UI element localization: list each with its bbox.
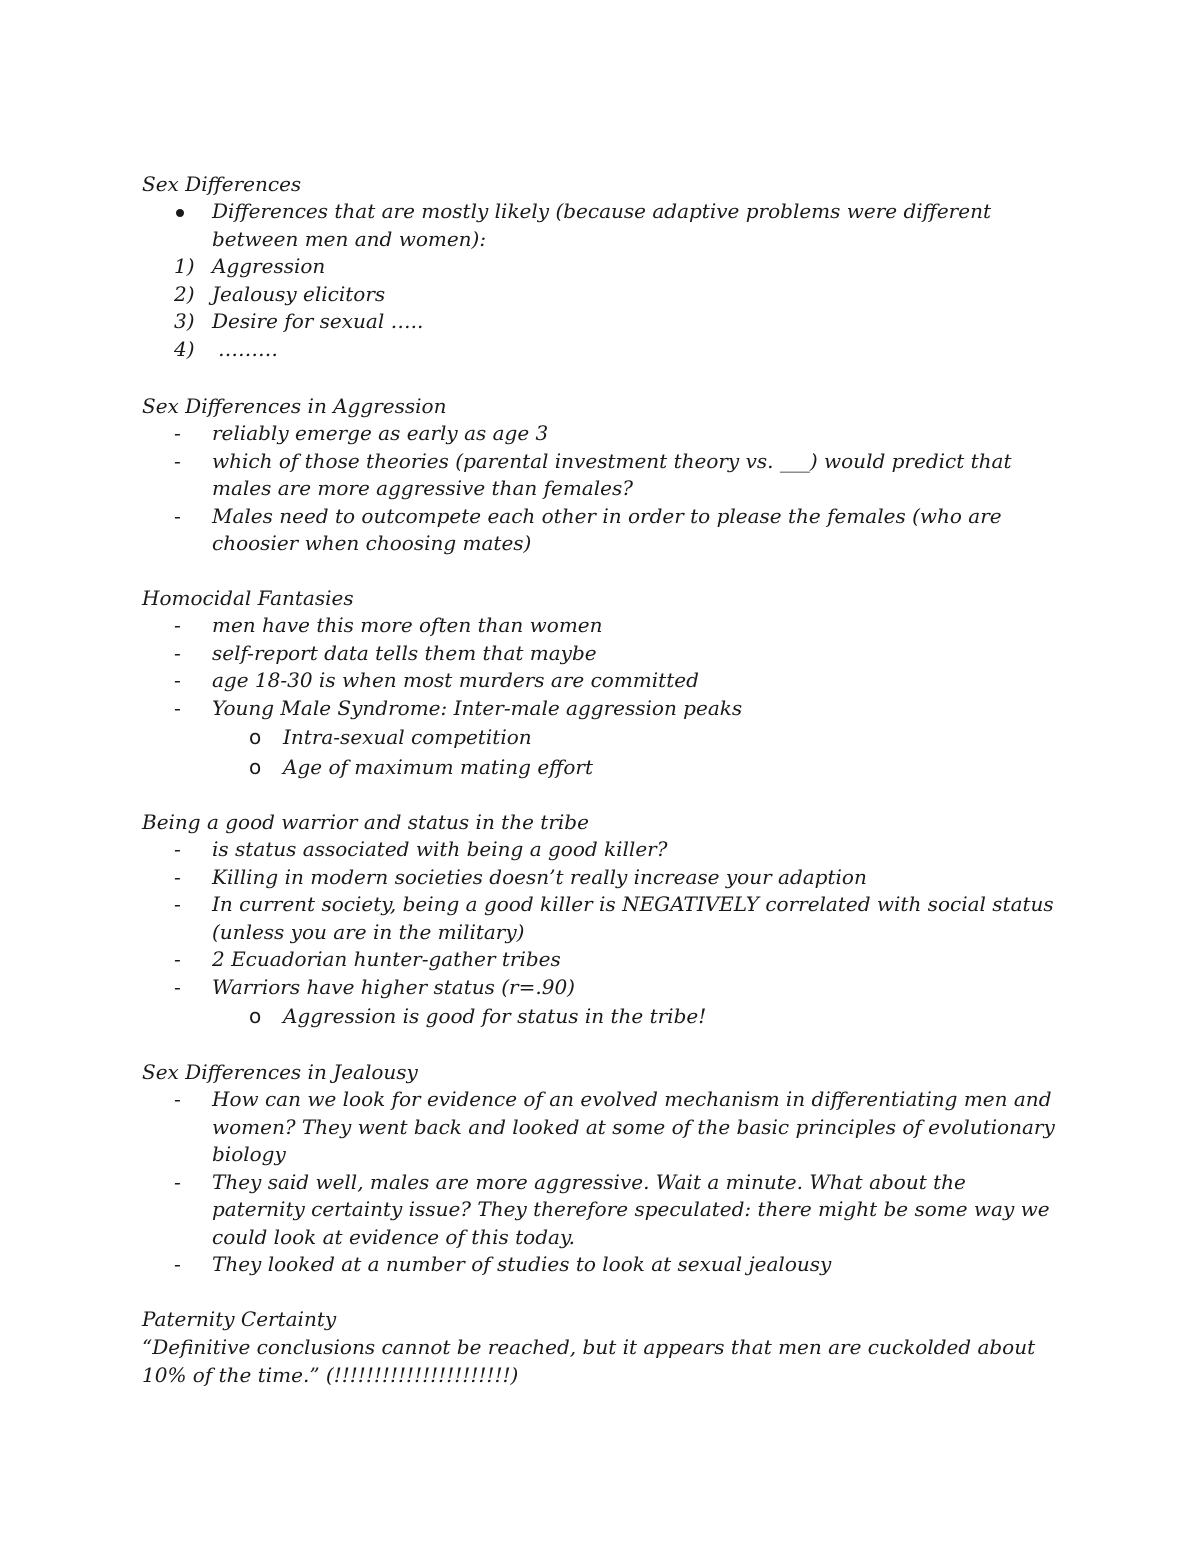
list-item (142, 420, 1062, 448)
list-item-text: Intra-sexual competition (283, 725, 532, 749)
dash-marker: - (174, 448, 181, 473)
sub-list-item (142, 1001, 1062, 1031)
list-item (142, 695, 1062, 723)
section-heading: Sex Differences (142, 172, 302, 196)
list-item-text: 2 Ecuadorian hunter-gather tribes (212, 947, 561, 971)
list-item-text: self-report data tells them that maybe (212, 640, 597, 665)
list (142, 420, 1062, 558)
list-item (142, 864, 1062, 892)
list-item-text: How can we look for evidence of an evolved mechanism in differentiating men and women? They went back and looked at some of the basic principles of evolutionary biology (212, 1087, 1055, 1166)
dash-marker: - (174, 1252, 181, 1276)
list-item (142, 612, 1062, 640)
list-item (142, 1169, 1062, 1252)
list (142, 612, 1062, 782)
section-heading: Sex Differences in Aggression (142, 394, 447, 418)
dash-marker: - (174, 974, 181, 999)
list-item (142, 281, 1062, 309)
sub-list-item (142, 722, 1062, 752)
section-warrior-status (142, 808, 1062, 1031)
dash-marker: - (174, 640, 181, 665)
section-homocidal-fantasies (142, 584, 1062, 782)
dash-marker: - (174, 668, 181, 692)
dash-marker: - (174, 695, 181, 720)
dash-marker: - (174, 892, 181, 916)
list-item-text: Aggression (212, 254, 326, 278)
list-item-text: They said well, males are more aggressive. Wait a minute. What about the paternity certainty issue? They therefore speculated: there might be some way we could look at evidence of this today. (212, 1169, 1050, 1249)
list-item (142, 836, 1062, 864)
list-item (142, 448, 1062, 503)
sub-list-item (142, 752, 1062, 782)
list-item (142, 198, 1062, 253)
list-item (142, 640, 1062, 668)
list-item-text: Males need to outcompete each other in order to please the females (who are choosier when choosing mates) (212, 503, 1002, 555)
section-paternity-certainty (142, 1305, 1062, 1389)
list-item-text: which of those theories (parental investment theory vs. ___) would predict that males are more aggressive than females? (212, 448, 1012, 500)
list-item-text: Aggression is good for status in the tribe! (283, 1004, 707, 1028)
list-item (142, 946, 1062, 974)
section-aggression (142, 392, 1062, 558)
dash-marker: - (174, 613, 181, 637)
list-number: 2) (174, 281, 195, 306)
list-number: 3) (174, 309, 195, 333)
list-item-text: reliably emerge as early as age 3 (212, 421, 549, 445)
list-item (142, 974, 1062, 1002)
section-heading: Homocidal Fantasies (142, 586, 354, 610)
list (142, 1086, 1062, 1279)
section-heading: Being a good warrior and status in the tribe (142, 810, 589, 834)
dash-marker: - (174, 1087, 181, 1111)
list-item-text: men have this more often than women (212, 613, 603, 637)
dash-marker: - (174, 837, 181, 861)
list-number: 4) (174, 336, 195, 361)
section-jealousy (142, 1058, 1062, 1279)
section-heading: Sex Differences in Jealousy (142, 1060, 418, 1084)
quote-text: “Definitive conclusions cannot be reached, but it appears that men are cuckolded about 10% of the time.” (!!!!!!!!!!!!!!!!!!!!!!) (142, 1335, 1036, 1387)
list-item-text: They looked at a number of studies to look at sexual jealousy (212, 1252, 832, 1276)
list-item-text: Warriors have higher status (r=.90) (212, 974, 575, 999)
section-heading: Paternity Certainty (142, 1307, 337, 1331)
list-number: 1) (174, 254, 195, 278)
list-item (142, 503, 1062, 558)
dash-marker: - (174, 503, 181, 528)
list-item (142, 336, 1062, 364)
dash-marker: - (174, 1169, 181, 1194)
dash-marker: - (174, 947, 181, 971)
list-item (142, 1086, 1062, 1169)
list-item-text: Jealousy elicitors (212, 281, 386, 306)
circle-bullet-icon: o (249, 725, 262, 749)
list-item-text: age 18-30 is when most murders are committed (212, 668, 699, 692)
list-item-text: In current society, being a good killer is NEGATIVELY correlated with social status (unless you are in the military) (212, 892, 1054, 944)
list-item-text: Age of maximum mating effort (283, 755, 593, 779)
list-item-text: Killing in modern societies doesn’t really increase your adaption (212, 864, 867, 889)
bullet-icon (176, 209, 184, 217)
list-item (142, 1251, 1062, 1279)
list-item (142, 308, 1062, 336)
list-item-text: Young Male Syndrome: Inter-male aggression peaks (212, 695, 743, 720)
list-item (142, 253, 1062, 281)
list-item-text: is status associated with being a good killer? (212, 837, 668, 861)
list-item (142, 667, 1062, 695)
circle-bullet-icon: o (249, 1004, 262, 1028)
list-item-text: ……… (218, 336, 278, 361)
list (142, 198, 1062, 363)
dash-marker: - (174, 421, 181, 445)
section-sex-differences (142, 170, 1062, 363)
circle-bullet-icon: o (249, 755, 262, 779)
list (142, 836, 1062, 1031)
list-item-text: Differences that are mostly likely (because adaptive problems were different between men and women): (212, 199, 991, 251)
list-item (142, 891, 1062, 946)
list-item-text: Desire for sexual ….. (212, 309, 424, 333)
dash-marker: - (174, 864, 181, 889)
